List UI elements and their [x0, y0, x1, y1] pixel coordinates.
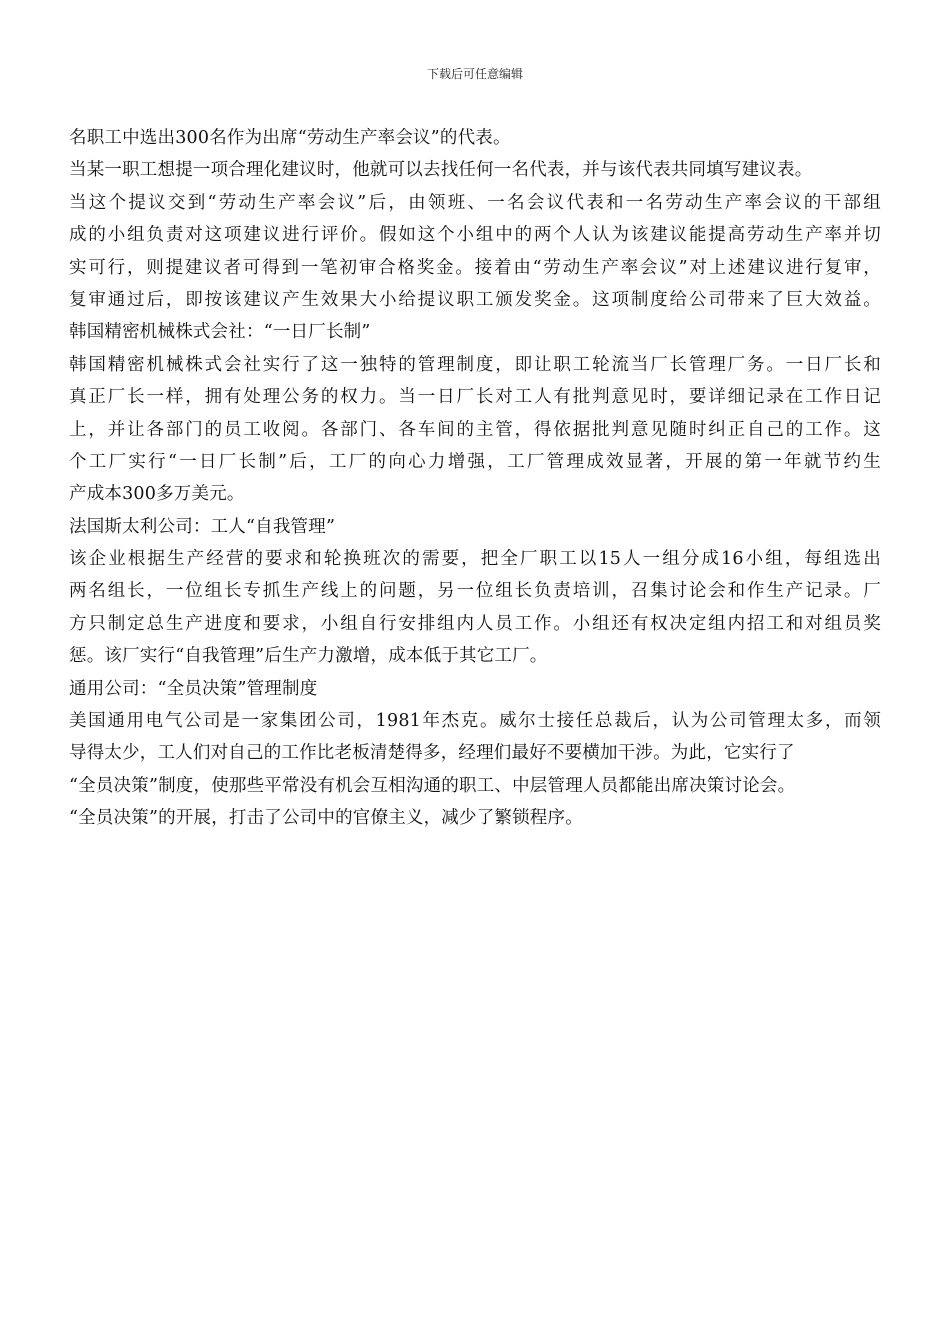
text-line: 个工厂实行“一日厂长制”后，工厂的向心力增强，工厂管理成效显著，开展的第一年就节约生	[69, 451, 881, 472]
document-body	[69, 122, 881, 835]
text-line: 美国通用电气公司是一家集团公司，1981年杰克。威尔士接任总裁后，认为公司管理太多，而领	[69, 711, 881, 732]
text-line: 韩国精密机械株式会社实行了这一独特的管理制度，即让职工轮流当厂长管理厂务。一日厂长和	[69, 354, 881, 375]
text-line: 惩。该厂实行“自我管理”后生产力激增，成本低于其它工厂。	[69, 646, 548, 667]
text-line: 当某一职工想提一项合理化建议时，他就可以去找任何一名代表，并与该代表共同填写建议表。	[69, 160, 813, 181]
text-line: 成的小组负责对这项建议进行评价。假如这个小组中的两个人认为该建议能提高劳动生产率并切	[69, 225, 881, 246]
text-line: “全员决策”的开展，打击了公司中的官僚主义，减少了繁锁程序。	[69, 808, 583, 829]
text-line: 上，并让各部门的员工收阅。各部门、各车间的主管，得依据批判意见随时纠正自己的工作。这	[69, 419, 881, 440]
text-line: “全员决策”制度，使那些平常没有机会互相沟通的职工、中层管理人员都能出席决策讨论会。	[69, 775, 796, 796]
text-line: 产成本300多万美元。	[69, 484, 245, 505]
text-line: 实可行，则提建议者可得到一笔初审合格奖金。接着由“劳动生产率会议”对上述建议进行复审，	[69, 257, 881, 278]
text-line: 当这个提议交到“劳动生产率会议”后，由领班、一名会议代表和一名劳动生产率会议的干部组	[69, 192, 881, 213]
text-line: 复审通过后，即按该建议产生效果大小给提议职工颁发奖金。这项制度给公司带来了巨大效益。	[69, 289, 881, 310]
text-line: 两名组长，一位组长专抓生产线上的问题，另一位组长负责培训，召集讨论会和作生产记录。厂	[69, 581, 881, 602]
section-heading: 韩国精密机械株式会社：“一日厂长制”	[69, 322, 371, 343]
section-heading: 通用公司：“全员决策”管理制度	[69, 678, 318, 699]
page-header: 下载后可任意编辑	[426, 67, 523, 81]
text-line: 导得太少，工人们对自己的工作比老板清楚得多，经理们最好不要横加干涉。为此，它实行了	[69, 743, 795, 764]
text-line: 名职工中选出300名作为出席“劳动生产率会议”的代表。	[69, 128, 511, 148]
text-line: 真正厂长一样，拥有处理公务的权力。当一日厂长对工人有批判意见时，要详细记录在工作日记	[69, 387, 881, 408]
section-heading: 法国斯太利公司：工人“自我管理”	[69, 516, 336, 537]
text-line: 该企业根据生产经营的要求和轮换班次的需要，把全厂职工以15人一组分成16小组，每组选出	[69, 549, 881, 570]
text-line: 方只制定总生产进度和要求，小组自行安排组内人员工作。小组还有权决定组内招工和对组员奖	[69, 613, 881, 634]
